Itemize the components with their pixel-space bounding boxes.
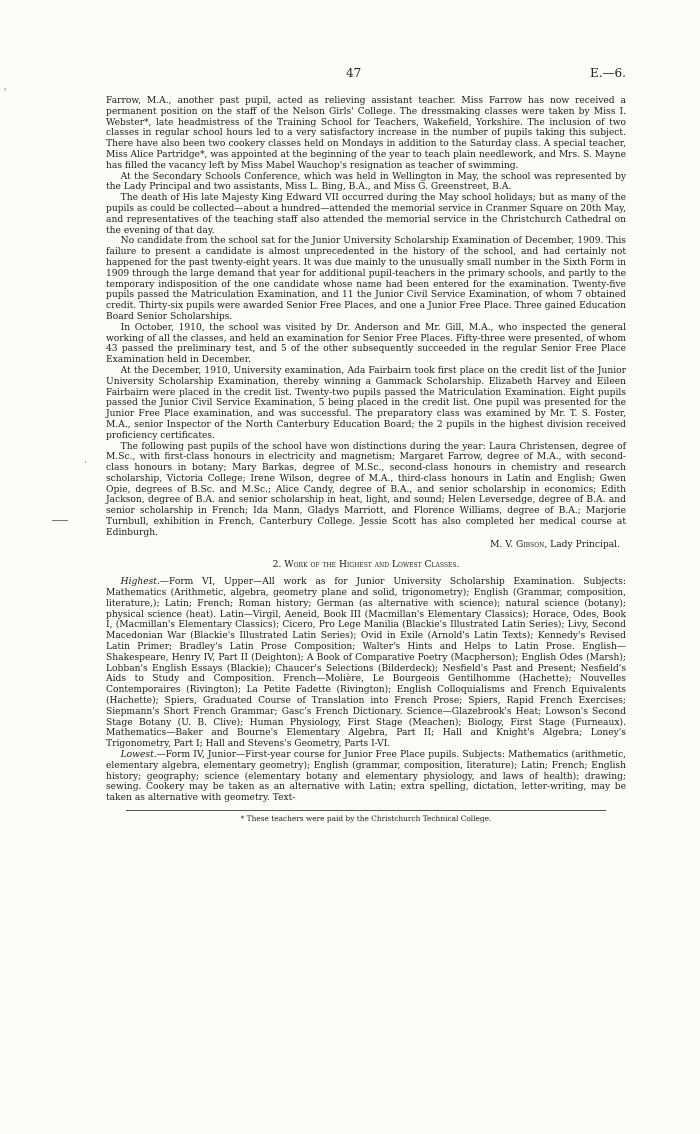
lowest-label: Lowest.: [120, 750, 157, 761]
footnote-divider: [126, 810, 606, 811]
page-number: 47: [346, 66, 362, 80]
highest-paragraph: [106, 577, 626, 750]
paragraph: At the Secondary Schools Conference, which was held in Wellington in May, the school was represented by the Lady Principal and two assistants, Miss L. Bing, B.A., and Miss G. Greenstreet, B.A.: [106, 171, 626, 193]
paragraph: Farrow, M.A., another past pupil, acted as relieving assistant teacher. Miss Farrow has now received a permanent position on the staff of the Nelson Girls' College. The dressmaking classes were taken by Miss I. Webster*, late headmistress of the Training School for Teachers, Wakefield, Yorkshire. The inclusion of two classes in regular school hours led to a very satisfactory increase in the number of pupils taking this subject. There have also been two cookery classes held on Mondays in addition to the Saturday class. A special teacher, Miss Alice Partridge*, was appointed at the beginning of the year to teach plain needlework, and Mrs. S. Mayne has filled the vacancy left by Miss Mabel Wauchop's resignation as teacher of swimming.: [106, 96, 626, 171]
margin-mark: ·: [84, 458, 87, 468]
margin-mark: [52, 520, 68, 521]
paragraph: The following past pupils of the school have won distinctions during the year: Laura Christensen, degree of M.Sc., with first-class honours in electricity and magnetism; Margaret Farrow, degree of M.A., with second-class honours in botany; Mary Barkas, degree of M.Sc., second-class honours in chemistry and research scholarship, Victoria College; Irene Wilson, degree of M.A., third-class honours in Latin and English; Gwen Opie, degrees of B.Sc. and M.Sc.; Alice Candy, degree of B.A., and senior scholarship in economics; Edith Jackson, degree of B.A. and senior scholarship in heat, light, and sound; Helen Leversedge, degree of B.A. and senior scholarship in French; Ida Mann, Gladys Marriott, and Florence Williams, degree of B.A.; Marjorie Turnbull, exhibition in French, Canterbury College. Jessie Scott has also completed her medical course at Edinburgh.: [106, 441, 626, 538]
section-heading: 2. Work of the Highest and Lowest Classes.: [272, 560, 460, 571]
signature-title: , Lady Principal.: [544, 539, 620, 550]
paragraph: At the December, 1910, University examination, Ada Fairbairn took first place on the credit list of the Junior University Scholarship Examination, thereby winning a Gammack Scholarship. Elizabeth Harvey and Eileen Fairbairn were placed in the credit list. Twenty-two pupils passed the Matriculation Examination. Eight pupils passed the Junior Civil Service Examination, 5 being placed in the credit list. One pupil was presented for the Junior Free Place examination, and was successful. The preparatory class was examined by Mr. T. S. Foster, M.A., senior Inspector of the North Canterbury Education Board; the 2 pupils in the highest division received proficiency certificates.: [106, 365, 626, 441]
signature: [106, 540, 626, 551]
document-reference: E.—6.: [589, 66, 626, 80]
footnote: * These teachers were paid by the Christchurch Technical College.: [240, 814, 492, 823]
paragraph: No candidate from the school sat for the Junior University Scholarship Examination of December, 1909. This failure to present a candidate is almost unprecedented in the history of the school, and had certainly not happened for the past twenty-eight years. It was due mainly to the unusually small number in the Sixth Form in 1909 through the large demand that year for additional pupil-teachers in the primary schools, and partly to the temporary indisposition of the one candidate whose name had been entered for the examination. Twenty-five pupils passed the Matriculation Examination, and 11 the Junior Civil Service Examination, of whom 7 obtained credit. Thirty-six pupils were awarded Senior Free Places, and one a Junior Free Place. Three gained Education Board Senior Scholarships.: [106, 236, 626, 322]
page-header: [106, 66, 626, 82]
lowest-text: —Form IV, Junior—First-year course for Junior Free Place pupils. Subjects: Mathematics (arithmetic, elementary algebra, elementary geometry); English (grammar, composition, literature); Latin; French; English history; geography; science (elementary botany and elementary physiology, and laws of health); drawing; sewing. Cookery may be taken as an alternative with Latin; extra spelling, dictation, letter-writing, may be taken as alternative with geometry. Text-: [106, 750, 626, 804]
highest-text: —Form VI, Upper—All work as for Junior University Scholarship Examination. Subjects: Mathematics (Arithmetic, algebra, geometry plane and solid, trigonometry); English (Grammar, composition, literature,); Latin; French; Roman history; German (as alternative with science); natural science (botany); physical science (heat). Latin—Virgil, Aeneid, Book III (Macmillan's Elementary Classics); Horace, Odes, Book I, (Macmillan's Elementary Classics); Cicero, Pro Lege Manilia (Blackie's Illustrated Latin Series); Livy, Second Macedonian War (Blackie's Illustrated Latin Series); Ovid in Exile (Arnold's Latin Texts); Kennedy's Revised Latin Primer; Bradley's Latin Prose Composition; Walter's Hints and Helps to Latin Prose. English—Shakespeare, Henry IV, Part II (Deighton); A Book of Comparative Poetry (Macpherson); English Odes (Marsh); Lobban's English Essays (Blackie); Chaucer's Selections (Bilderdeck); Nesfield's Past and Present; Nesfield's Aids to Study and Composition. French—Molière, Le Bourgeois Gentilhomme (Hachette); Nouvelles Contemporaires (Rivington); La Petite Fadette (Rivington); English Colloquialisms and French Equivalents (Hachette); Spiers, Graduated Course of Translation into French Prose; Spiers, Rapid French Exercises; Siepmann's Short French Grammar; Gasc's French Dictionary. Science—Glazebrook's Heat; Lowson's Second Stage Botany (U. B. Clive); Human Physiology, First Stage (Meachen); Biology, First Stage (Furneaux). Mathematics—Baker and Bourne's Elementary Algebra, Part II; Hall and Knight's Algebra; Loney's Trigonometry, Part I; Hall and Stevens's Geometry, Parts I-VI.: [106, 577, 626, 750]
signature-name: M. V. Gibson: [490, 539, 545, 550]
highest-label: Highest.: [120, 577, 160, 588]
lowest-paragraph: [106, 750, 626, 804]
margin-mark: ʾ: [4, 88, 7, 98]
paragraph: The death of His late Majesty King Edward VII occurred during the May school holidays; but as many of the pupils as could be collected—about a hundred—attended the memorial service in Cranmer Square on 20th May, and representatives of the teaching staff also attended the memorial service in the Christchurch Cathedral on the evening of that day.: [106, 193, 626, 236]
document-body: [106, 96, 626, 823]
paragraph: In October, 1910, the school was visited by Dr. Anderson and Mr. Gill, M.A., who inspected the general working of all the classes, and held an examination for Senior Free Places. Fifty-three were presented, of whom 43 passed the preliminary test, and 5 of the other subsequently succeeded in the regular Senior Free Place Examination held in December.: [106, 322, 626, 366]
